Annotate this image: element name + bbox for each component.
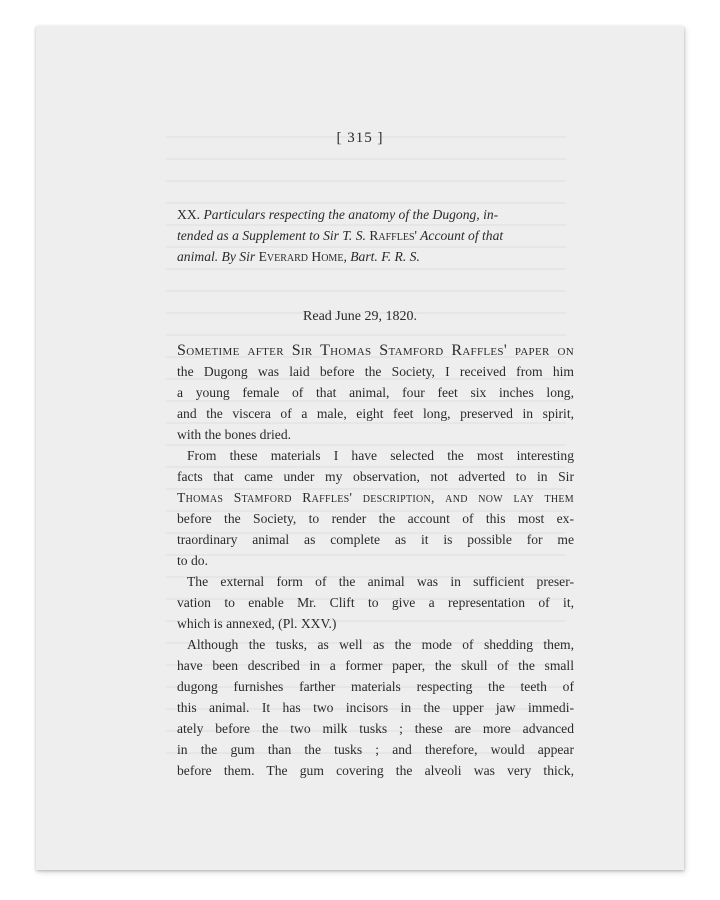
text-line: Thomas Stamford Raffles' description, and now lay them <box>177 490 574 505</box>
text-line: have been described in a former paper, the skull of the small <box>177 658 574 673</box>
paragraph-4 <box>177 634 574 781</box>
text-line: Although the tusks, as well as the mode of shedding them, <box>187 637 574 652</box>
text-line: traordinary animal as complete as it is possible for me <box>177 532 574 547</box>
text-line: this animal. It has two incisors in the upper jaw immedi- <box>177 700 574 715</box>
paragraph-2 <box>177 445 574 571</box>
text-line: The external form of the animal was in sufficient preser- <box>187 574 574 589</box>
page-number: [ 315 ] <box>336 130 384 146</box>
title-line-1: XX. Particulars respecting the anatomy of the Dugong, in- <box>177 207 499 222</box>
text-line: and the viscera of a male, eight feet long, preserved in spirit, <box>177 406 574 421</box>
read-date: Read June 29, 1820. <box>303 309 417 324</box>
paragraph-3 <box>177 571 574 634</box>
text-line: with the bones dried. <box>177 427 292 442</box>
body-text <box>177 340 574 781</box>
text-line: Sometime after Sir Thomas Stamford Raffles' paper on <box>177 342 574 359</box>
text-line: before them. The gum covering the alveoli was very thick, <box>177 763 574 778</box>
book-page <box>36 26 684 870</box>
text-line: the Dugong was laid before the Society, I received from him <box>177 364 574 379</box>
text-line: in the gum than the tusks ; and therefore, would appear <box>177 742 574 757</box>
text-line: dugong furnishes farther materials respecting the teeth of <box>177 679 574 694</box>
text-line: to do. <box>177 553 208 568</box>
text-line: which is annexed, (Pl. XXV.) <box>177 616 337 631</box>
article-title <box>177 204 573 267</box>
title-line-2: tended as a Supplement to Sir T. S. Raffles' Account of that <box>177 228 504 243</box>
text-line: ately before the two milk tusks ; these are more advanced <box>177 721 574 736</box>
paragraph-1 <box>177 340 574 445</box>
text-line: facts that came under my observation, not adverted to in Sir <box>177 469 574 484</box>
text-line: before the Society, to render the account of this most ex- <box>177 511 574 526</box>
text-line: a young female of that animal, four feet six inches long, <box>177 385 574 400</box>
text-line: vation to enable Mr. Clift to give a representation of it, <box>177 595 574 610</box>
text-line: From these materials I have selected the most interesting <box>187 448 574 463</box>
title-line-3: animal. By Sir Everard Home, Bart. F. R. S. <box>177 249 420 264</box>
